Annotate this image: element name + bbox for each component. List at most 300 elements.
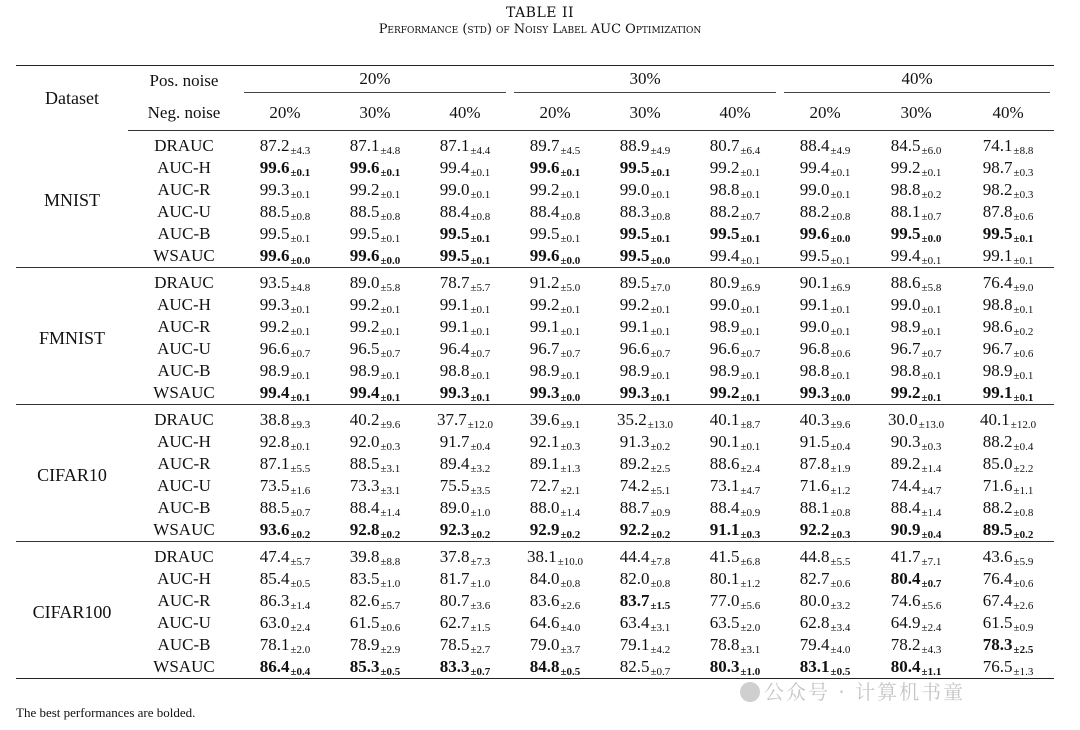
table-cell <box>962 453 1054 475</box>
cell-value: 88.5 <box>349 201 380 221</box>
table-cell <box>870 497 962 519</box>
method-name: AUC-R <box>157 591 211 610</box>
table-cell <box>962 316 1054 338</box>
cell-std: ±0.0 <box>560 254 581 267</box>
cell-value: 61.5 <box>349 612 380 632</box>
cell-value: 89.4 <box>439 453 470 473</box>
header-neg-level: 20% <box>510 96 600 131</box>
cell-value: 38.1 <box>527 546 557 566</box>
cell-std: ±0.1 <box>740 254 761 267</box>
table-cell <box>420 131 510 158</box>
cell-value: 99.1 <box>439 294 470 314</box>
table-cell <box>870 131 962 158</box>
cell-value: 99.5 <box>619 245 650 265</box>
cell-value: 87.1 <box>259 453 290 473</box>
method-name: WSAUC <box>153 383 215 402</box>
header-pos-level <box>510 66 780 97</box>
table-cell <box>962 131 1054 158</box>
cell-std: ±13.0 <box>647 418 674 431</box>
cell-value: 88.1 <box>799 497 830 517</box>
table-cell <box>510 338 600 360</box>
table-cell <box>690 157 780 179</box>
cell-std: ±5.7 <box>380 599 401 612</box>
table-cell <box>962 179 1054 201</box>
cell-std: ±0.1 <box>380 188 401 201</box>
cell-std: ±4.8 <box>380 144 401 157</box>
cell-std: ±7.8 <box>650 555 671 568</box>
cell-value: 99.0 <box>799 179 830 199</box>
table-cell <box>870 338 962 360</box>
table-cell <box>420 157 510 179</box>
cell-std: ±9.1 <box>560 418 581 431</box>
cell-std: ±12.0 <box>467 418 494 431</box>
table-cell <box>330 519 420 542</box>
cell-value: 30.0 <box>888 409 918 429</box>
cell-value: 78.8 <box>709 634 740 654</box>
table-cell <box>780 131 870 158</box>
table-row <box>16 634 1054 656</box>
cell-std: ±2.0 <box>740 621 761 634</box>
cell-value: 80.9 <box>709 272 740 292</box>
cell-std: ±0.5 <box>830 665 851 678</box>
cell-value: 80.4 <box>890 568 921 588</box>
cell-value: 88.6 <box>709 453 740 473</box>
cell-value: 88.3 <box>619 201 650 221</box>
cell-value: 41.7 <box>890 546 921 566</box>
table-cell <box>600 568 690 590</box>
dataset-name: FMNIST <box>38 327 105 348</box>
table-cell <box>690 475 780 497</box>
cell-std: ±3.7 <box>560 643 581 656</box>
cell-std: ±5.6 <box>921 599 942 612</box>
table-cell <box>690 201 780 223</box>
header-neg-level: 30% <box>870 96 962 131</box>
table-cell <box>510 360 600 382</box>
table-cell <box>870 634 962 656</box>
cell-value: 99.6 <box>799 223 830 243</box>
table-cell <box>780 405 870 432</box>
cell-value: 81.7 <box>439 568 470 588</box>
cell-std: ±0.7 <box>470 347 491 360</box>
cell-std: ±0.1 <box>740 166 761 179</box>
dataset-name: MNIST <box>43 190 100 211</box>
cell-std: ±2.2 <box>1013 462 1034 475</box>
cell-std: ±0.1 <box>290 232 311 245</box>
table-cell <box>600 131 690 158</box>
cell-value: 88.4 <box>799 135 830 155</box>
cell-std: ±2.9 <box>380 643 401 656</box>
cell-value: 85.4 <box>259 568 290 588</box>
table-cell <box>780 179 870 201</box>
cell-std: ±9.6 <box>830 418 851 431</box>
results-table <box>16 65 1054 679</box>
cell-std: ±6.8 <box>740 555 761 568</box>
cell-std: ±0.7 <box>380 347 401 360</box>
cell-value: 38.8 <box>259 409 290 429</box>
table-row <box>16 612 1054 634</box>
cell-std: ±3.1 <box>650 621 671 634</box>
table-cell <box>600 316 690 338</box>
cell-std: ±0.2 <box>560 528 581 541</box>
table-row <box>16 431 1054 453</box>
cell-value: 44.8 <box>799 546 830 566</box>
table-cell <box>420 542 510 569</box>
cell-std: ±0.1 <box>470 254 491 267</box>
cell-std: ±0.1 <box>380 325 401 338</box>
table-row <box>16 294 1054 316</box>
table-cell <box>240 157 330 179</box>
cell-std: ±0.1 <box>650 166 671 179</box>
cell-value: 99.4 <box>799 157 830 177</box>
table-cell <box>420 656 510 679</box>
cell-std: ±0.1 <box>830 369 851 382</box>
dataset-name: CIFAR10 <box>37 464 107 485</box>
cell-std: ±0.8 <box>560 210 581 223</box>
cell-std: ±2.4 <box>740 462 761 475</box>
table-cell <box>600 453 690 475</box>
cell-std: ±1.9 <box>830 462 851 475</box>
table-cell <box>870 405 962 432</box>
table-cell <box>870 360 962 382</box>
cell-value: 80.7 <box>709 135 740 155</box>
method-name: AUC-R <box>157 180 211 199</box>
table-cell <box>510 179 600 201</box>
cell-value: 92.9 <box>529 519 560 539</box>
table-cell <box>420 475 510 497</box>
cell-value: 99.2 <box>890 382 921 402</box>
table-row <box>16 568 1054 590</box>
table-cell <box>330 568 420 590</box>
cell-value: 88.7 <box>619 497 650 517</box>
table-cell <box>690 453 780 475</box>
cell-std: ±4.2 <box>650 643 671 656</box>
cell-std: ±0.3 <box>380 440 401 453</box>
table-cell <box>420 223 510 245</box>
cell-value: 87.8 <box>982 201 1013 221</box>
cell-std: ±0.3 <box>921 440 942 453</box>
cell-value: 99.5 <box>890 223 921 243</box>
table-cell <box>420 201 510 223</box>
cell-std: ±1.0 <box>380 577 401 590</box>
table-row <box>16 179 1054 201</box>
table-cell <box>330 131 420 158</box>
table-cell <box>240 316 330 338</box>
cell-std: ±0.8 <box>380 210 401 223</box>
table-cell <box>962 268 1054 295</box>
table-cell <box>600 497 690 519</box>
cell-std: ±9.6 <box>380 418 401 431</box>
table-footnote: The best performances are bolded. <box>16 705 196 720</box>
cell-std: ±0.1 <box>290 188 311 201</box>
cell-std: ±1.0 <box>740 665 761 678</box>
table-cell <box>330 338 420 360</box>
cell-std: ±4.4 <box>470 144 491 157</box>
cell-value: 87.1 <box>439 135 470 155</box>
cell-value: 98.9 <box>890 316 921 336</box>
method-name: AUC-B <box>157 498 211 517</box>
cell-std: ±0.1 <box>470 188 491 201</box>
cell-value: 96.5 <box>349 338 380 358</box>
table-cell <box>510 157 600 179</box>
cell-std: ±0.8 <box>290 210 311 223</box>
cell-value: 99.5 <box>529 223 560 243</box>
cell-std: ±1.5 <box>650 599 671 612</box>
table-cell <box>780 634 870 656</box>
table-cell <box>600 542 690 569</box>
cell-std: ±0.1 <box>921 254 942 267</box>
cell-std: ±7.3 <box>470 555 491 568</box>
cell-std: ±8.8 <box>1013 144 1034 157</box>
table-cell <box>962 612 1054 634</box>
cell-std: ±0.8 <box>830 210 851 223</box>
cell-std: ±4.9 <box>650 144 671 157</box>
table-cell <box>510 590 600 612</box>
cell-std: ±4.0 <box>830 643 851 656</box>
table-cell <box>690 519 780 542</box>
cell-value: 90.3 <box>890 431 921 451</box>
cell-value: 83.1 <box>799 656 830 676</box>
cell-std: ±0.6 <box>1013 210 1034 223</box>
table-cell <box>690 542 780 569</box>
cell-std: ±0.1 <box>1013 391 1034 404</box>
table-cell <box>690 431 780 453</box>
cell-value: 99.3 <box>799 382 830 402</box>
cell-value: 88.2 <box>799 201 830 221</box>
cell-std: ±0.1 <box>740 303 761 316</box>
cell-std: ±3.1 <box>380 462 401 475</box>
cell-std: ±0.8 <box>560 577 581 590</box>
cell-std: ±0.1 <box>560 325 581 338</box>
table-cell <box>870 590 962 612</box>
table-cell <box>690 590 780 612</box>
cell-std: ±3.5 <box>470 484 491 497</box>
table-cell <box>600 405 690 432</box>
cell-std: ±4.0 <box>560 621 581 634</box>
cell-value: 63.5 <box>709 612 740 632</box>
table-cell <box>330 634 420 656</box>
cell-std: ±0.1 <box>921 325 942 338</box>
cell-std: ±0.1 <box>560 232 581 245</box>
cell-std: ±0.1 <box>830 303 851 316</box>
table-cell <box>780 201 870 223</box>
cell-std: ±0.0 <box>380 254 401 267</box>
cell-std: ±0.6 <box>830 347 851 360</box>
cell-std: ±0.5 <box>560 665 581 678</box>
table-cell <box>330 294 420 316</box>
table-cell <box>780 316 870 338</box>
table-row <box>16 405 1054 432</box>
table-cell <box>962 405 1054 432</box>
table-cell <box>510 316 600 338</box>
cell-std: ±0.1 <box>740 391 761 404</box>
cell-std: ±0.1 <box>740 440 761 453</box>
table-cell <box>330 453 420 475</box>
cell-std: ±2.6 <box>1013 599 1034 612</box>
table-cell <box>330 382 420 405</box>
cell-std: ±0.9 <box>650 506 671 519</box>
cell-value: 99.1 <box>529 316 560 336</box>
cell-std: ±0.5 <box>380 665 401 678</box>
cell-std: ±0.1 <box>650 325 671 338</box>
cell-value: 99.5 <box>709 223 740 243</box>
header-neg-level: 20% <box>240 96 330 131</box>
table-cell <box>510 294 600 316</box>
cell-value: 99.0 <box>709 294 740 314</box>
cell-value: 98.7 <box>982 157 1013 177</box>
cell-value: 37.7 <box>436 409 467 429</box>
table-cell <box>780 590 870 612</box>
cell-std: ±4.9 <box>830 144 851 157</box>
cell-std: ±0.2 <box>650 528 671 541</box>
cell-value: 80.3 <box>709 656 740 676</box>
header-neg-level: 40% <box>420 96 510 131</box>
table-cell <box>510 405 600 432</box>
cell-value: 43.6 <box>982 546 1013 566</box>
table-cell <box>780 338 870 360</box>
cell-value: 99.3 <box>439 382 470 402</box>
cell-std: ±0.7 <box>560 347 581 360</box>
cell-std: ±5.9 <box>1013 555 1034 568</box>
cell-std: ±1.5 <box>470 621 491 634</box>
cell-value: 89.7 <box>529 135 560 155</box>
table-cell <box>240 542 330 569</box>
table-cell <box>240 497 330 519</box>
cell-value: 75.5 <box>439 475 470 495</box>
table-cell <box>962 542 1054 569</box>
cell-std: ±0.1 <box>470 325 491 338</box>
cell-std: ±0.1 <box>380 391 401 404</box>
cell-std: ±0.1 <box>290 440 311 453</box>
table-cell <box>962 294 1054 316</box>
cell-value: 99.5 <box>619 157 650 177</box>
method-name: AUC-H <box>157 569 211 588</box>
cell-std: ±9.0 <box>1013 281 1034 294</box>
table-cell <box>240 360 330 382</box>
cell-value: 96.6 <box>259 338 290 358</box>
table-title: Performance (std) of Noisy Label AUC Optimization <box>378 22 702 37</box>
cell-value: 80.0 <box>799 590 830 610</box>
cell-std: ±0.1 <box>380 232 401 245</box>
table-cell <box>780 268 870 295</box>
pos-level-label: 20% <box>244 69 506 93</box>
cell-value: 88.1 <box>890 201 921 221</box>
table-cell <box>510 497 600 519</box>
table-cell <box>600 656 690 679</box>
cell-value: 78.9 <box>349 634 380 654</box>
cell-value: 88.4 <box>349 497 380 517</box>
cell-std: ±0.1 <box>921 369 942 382</box>
cell-std: ±6.9 <box>830 281 851 294</box>
table-cell <box>870 157 962 179</box>
cell-std: ±0.4 <box>470 440 491 453</box>
cell-std: ±0.5 <box>290 577 311 590</box>
cell-std: ±7.1 <box>921 555 942 568</box>
table-cell <box>690 497 780 519</box>
cell-std: ±2.5 <box>1013 643 1034 656</box>
cell-value: 92.3 <box>439 519 470 539</box>
cell-std: ±0.1 <box>290 325 311 338</box>
cell-value: 89.5 <box>982 519 1013 539</box>
cell-std: ±3.6 <box>470 599 491 612</box>
table-cell <box>330 268 420 295</box>
cell-value: 83.3 <box>439 656 470 676</box>
cell-std: ±0.4 <box>1013 440 1034 453</box>
cell-std: ±0.1 <box>290 369 311 382</box>
table-cell <box>240 268 330 295</box>
cell-value: 73.1 <box>709 475 740 495</box>
cell-value: 99.1 <box>799 294 830 314</box>
cell-value: 79.1 <box>619 634 650 654</box>
cell-std: ±0.2 <box>1013 528 1034 541</box>
table-cell <box>600 382 690 405</box>
cell-value: 39.6 <box>529 409 560 429</box>
cell-value: 88.2 <box>709 201 740 221</box>
method-name: WSAUC <box>153 657 215 676</box>
cell-value: 99.6 <box>349 157 380 177</box>
cell-value: 99.1 <box>439 316 470 336</box>
table-cell <box>690 338 780 360</box>
cell-value: 88.2 <box>982 431 1013 451</box>
table-cell <box>240 245 330 268</box>
table-cell <box>780 519 870 542</box>
table-cell <box>240 590 330 612</box>
cell-value: 89.1 <box>529 453 560 473</box>
cell-std: ±1.2 <box>740 577 761 590</box>
cell-std: ±0.1 <box>650 303 671 316</box>
header-pos-level <box>780 66 1054 97</box>
table-cell <box>420 405 510 432</box>
cell-value: 92.8 <box>259 431 290 451</box>
cell-std: ±0.2 <box>290 528 311 541</box>
table-cell <box>330 656 420 679</box>
table-row <box>16 382 1054 405</box>
cell-value: 98.8 <box>982 294 1013 314</box>
table-cell <box>510 131 600 158</box>
pos-level-label: 40% <box>784 69 1050 93</box>
cell-value: 91.5 <box>799 431 830 451</box>
cell-value: 99.5 <box>259 223 290 243</box>
cell-std: ±1.3 <box>1013 665 1034 678</box>
cell-value: 99.6 <box>349 245 380 265</box>
table-cell <box>600 268 690 295</box>
cell-std: ±0.7 <box>740 347 761 360</box>
cell-std: ±0.1 <box>830 188 851 201</box>
table-cell <box>780 294 870 316</box>
cell-value: 82.7 <box>799 568 830 588</box>
header-neg-noise: Neg. noise <box>128 96 240 131</box>
table-cell <box>780 360 870 382</box>
cell-std: ±0.1 <box>650 369 671 382</box>
cell-value: 73.3 <box>349 475 380 495</box>
cell-value: 96.7 <box>982 338 1013 358</box>
table-row <box>16 360 1054 382</box>
cell-value: 90.9 <box>890 519 921 539</box>
cell-std: ±1.4 <box>380 506 401 519</box>
cell-std: ±5.7 <box>290 555 311 568</box>
table-cell <box>690 131 780 158</box>
table-cell <box>510 475 600 497</box>
cell-std: ±8.8 <box>380 555 401 568</box>
table-cell <box>330 223 420 245</box>
cell-value: 87.1 <box>349 135 380 155</box>
cell-value: 82.0 <box>619 568 650 588</box>
cell-value: 99.2 <box>529 294 560 314</box>
cell-std: ±0.1 <box>470 369 491 382</box>
cell-std: ±0.1 <box>830 166 851 179</box>
cell-value: 99.6 <box>259 157 290 177</box>
table-cell <box>510 382 600 405</box>
method-name: AUC-B <box>157 224 211 243</box>
